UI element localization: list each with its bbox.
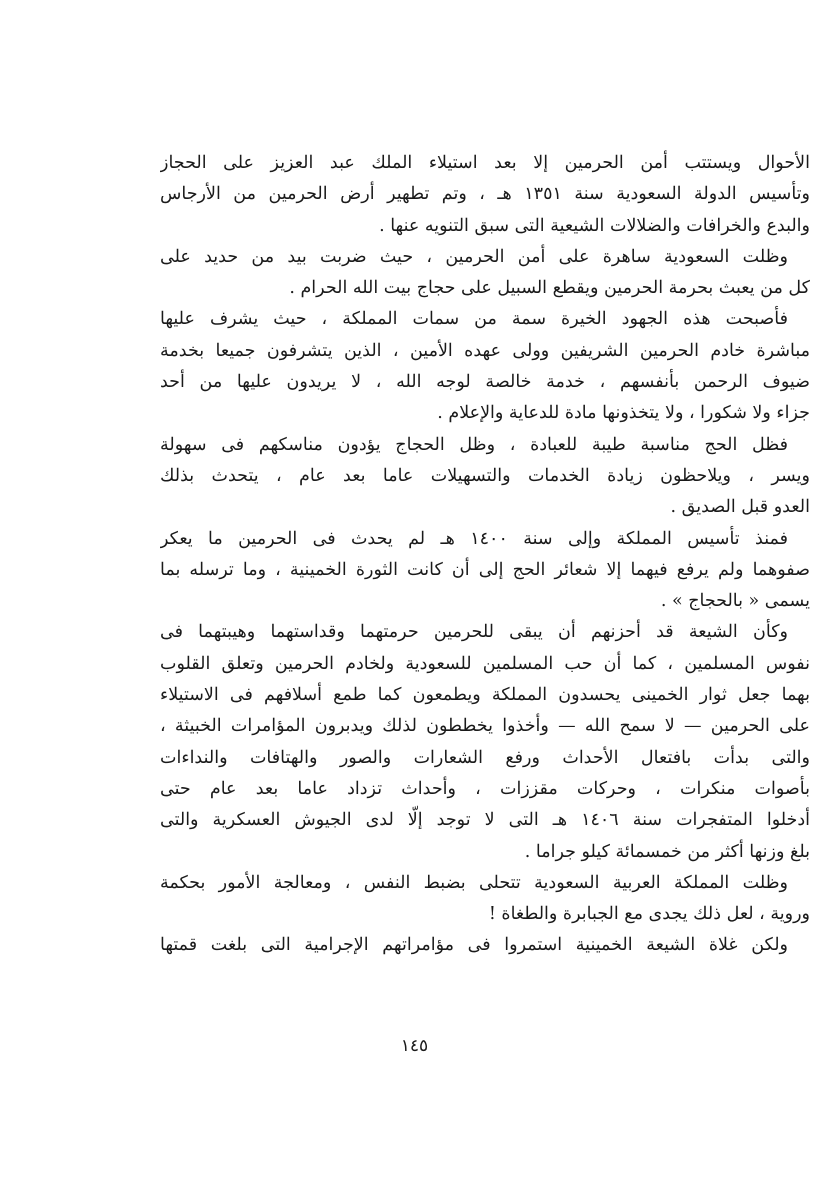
text-line: يسمى « بالحجاج » . (660, 591, 810, 612)
text-line: مباشرة خادم الحرمين الشريفين وولى عهده الأمين ، الذين يتشرفون جميعا بخدمة (160, 340, 810, 361)
text-line: فظل الحج مناسبة طيبة للعبادة ، وظل الحجاج يؤدون مناسكهم فى سهولة (160, 434, 788, 455)
text-line: فأصبحت هذه الجهود الخيرة سمة من سمات المملكة ، حيث يشرف عليها (160, 309, 788, 330)
text-line: ضيوف الرحمن بأنفسهم ، خدمة خالصة لوجه الله ، لا يريدون عليها من أحد (160, 372, 810, 393)
text-line: العدو قبل الصديق . (670, 497, 810, 518)
text-line: والتى بدأت بافتعال الأحداث ورفع الشعارات والصور والهتافات والنداءات (160, 747, 810, 768)
text-line: على الحرمين — لا سمح الله — وأخذوا يخططون لذلك ويدبرون المؤامرات الخبيثة ، (160, 716, 810, 737)
text-line: فمنذ تأسيس المملكة وإلى سنة ١٤٠٠ هـ لم يحدث فى الحرمين ما يعكر (160, 528, 789, 549)
text-line: ويسر ، ويلاحظون زيادة الخدمات والتسهيلات عاما بعد عام ، يتحدث بذلك (160, 465, 810, 486)
text-line: أدخلوا المتفجرات سنة ١٤٠٦ هـ التى لا توجد إلّا لدى الجيوش العسكرية والتى (160, 810, 810, 831)
text-line: والبدع والخرافات والضلالات الشيعية التى سبق التنويه عنها . (379, 215, 810, 236)
text-line: بهما جعل ثوار الخمينى يحسدون المملكة ويطمعون كما طمع أسلافهم فى الاستيلاء (160, 685, 810, 706)
text-line: نفوس المسلمين ، كما أن حب المسلمين للسعودية ولخادم الحرمين وتعلق القلوب (160, 653, 810, 674)
body-text (160, 148, 810, 962)
text-line: كل من يعبث بحرمة الحرمين ويقطع السبيل على حجاج بيت الله الحرام . (289, 278, 810, 299)
text-line: وتأسيس الدولة السعودية سنة ١٣٥١ هـ ، وتم تطهير أرض الحرمين من الأرجاس (160, 184, 810, 205)
text-line: الأحوال ويستتب أمن الحرمين إلا بعد استيلاء الملك عبد العزيز على الحجاز (160, 153, 810, 173)
text-line: جزاء ولا شكورا ، ولا يتخذونها مادة للدعاية والإعلام . (437, 403, 810, 424)
text-line: بلغ وزنها أكثر من خمسمائة كيلو جراما . (524, 841, 810, 862)
text-line: ولكن غلاة الشيعة الخمينية استمروا فى مؤامراتهم الإجرامية التى بلغت قمتها (160, 935, 788, 956)
page-number: ١٤٥ (400, 1036, 429, 1056)
text-line: وكأن الشيعة قد أحزنهم أن يبقى للحرمين حرمتهما وقداستهما وهيبتهما فى (160, 622, 788, 643)
text-line: وظلت السعودية ساهرة على أمن الحرمين ، حيث ضربت بيد من حديد على (160, 246, 788, 267)
text-line: بأصوات منكرات ، وحركات مقززات ، وأحداث تزداد عاما بعد عام حتى (160, 778, 810, 799)
text-line: وظلت المملكة العربية السعودية تتحلى بضبط النفس ، ومعالجة الأمور بحكمة (160, 872, 788, 893)
text-line: وروية ، لعل ذلك يجدى مع الجبابرة والطغاة ! (488, 904, 810, 925)
text-line: صفوهما ولم يرفع فيهما إلا شعائر الحج إلى أن كانت الثورة الخمينية ، وما ترسله بما (160, 559, 810, 580)
